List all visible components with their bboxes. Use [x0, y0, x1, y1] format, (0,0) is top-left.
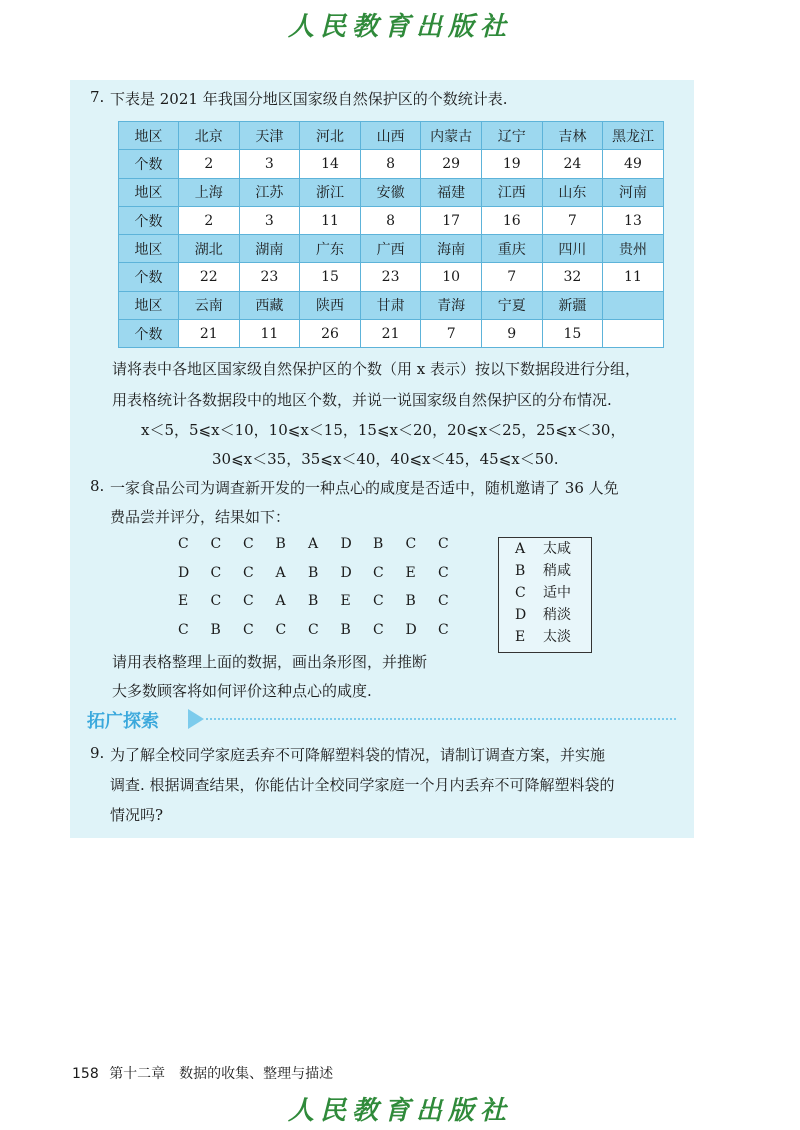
q9-line-3: 情况吗? [110, 806, 164, 824]
table-cell-region: 山西 [360, 122, 421, 150]
table-cell-count: 3 [239, 206, 300, 234]
table-cell-count: 9 [481, 320, 542, 348]
legend-key: A [515, 541, 526, 557]
q7-number: 7. [90, 88, 105, 106]
table-cell-region: 福建 [421, 178, 482, 206]
row-label-count: 个数 [119, 320, 179, 348]
q7-ranges-2: 30⩽x＜35，35⩽x＜40，40⩽x＜45，45⩽x＜50. [212, 450, 559, 468]
table-cell-count: 15 [542, 320, 603, 348]
rating-value: C [210, 536, 222, 552]
table-cell-count: 15 [300, 263, 361, 291]
table-cell-region: 云南 [179, 291, 240, 319]
table-cell-region: 陕西 [300, 291, 361, 319]
table-cell-region: 内蒙古 [421, 122, 482, 150]
table-row [119, 150, 664, 178]
table-cell-region: 浙江 [300, 178, 361, 206]
ratings-row [178, 562, 471, 591]
table-row [119, 320, 664, 348]
rating-value: C [243, 564, 254, 581]
table-cell-region: 辽宁 [481, 122, 542, 150]
table-cell-count: 11 [239, 320, 300, 348]
rating-value: C [210, 593, 222, 609]
q7-ranges-1: x＜5，5⩽x＜10，10⩽x＜15，15⩽x＜20，20⩽x＜25，25⩽x＜30， [141, 421, 626, 439]
ratings-row [178, 619, 471, 648]
rating-value: B [340, 621, 351, 638]
rating-value: D [178, 564, 190, 581]
table-cell-region: 贵州 [603, 235, 664, 263]
legend-item [499, 538, 591, 560]
section-divider [206, 718, 676, 720]
table-cell-region: 西藏 [239, 291, 300, 319]
table-cell-count [603, 320, 664, 348]
table-row [119, 178, 664, 206]
table-cell-count: 11 [603, 263, 664, 291]
rating-value: C [243, 593, 254, 609]
table-cell-region: 宁夏 [481, 291, 542, 319]
table-cell-region: 安徽 [360, 178, 421, 206]
q7-instruction-2: 用表格统计各数据段中的地区个数，并说一说国家级自然保护区的分布情况. [112, 391, 612, 409]
table-cell-region: 山东 [542, 178, 603, 206]
rating-value: D [405, 621, 417, 638]
table-cell-count: 32 [542, 263, 603, 291]
reserve-table [118, 121, 664, 348]
table-cell-count: 24 [542, 150, 603, 178]
table-cell-count: 3 [239, 150, 300, 178]
table-cell-region: 北京 [179, 122, 240, 150]
table-cell-count: 14 [300, 150, 361, 178]
rating-value: B [373, 536, 384, 552]
table-cell-region: 江西 [481, 178, 542, 206]
table-cell-count: 10 [421, 263, 482, 291]
table-cell-region: 海南 [421, 235, 482, 263]
table-cell-region: 湖北 [179, 235, 240, 263]
table-cell-region: 新疆 [542, 291, 603, 319]
rating-value: E [178, 593, 189, 609]
table-cell-count: 23 [360, 263, 421, 291]
legend-meaning: 稍咸 [543, 563, 571, 579]
table-cell-count: 11 [300, 206, 361, 234]
q9-line-1: 为了解全校同学家庭丢弃不可降解塑料袋的情况，请制订调查方案，并实施 [110, 746, 606, 764]
rating-value: A [308, 536, 319, 552]
table-cell-region: 广西 [360, 235, 421, 263]
table-cell-count: 29 [421, 150, 482, 178]
legend-key: D [515, 607, 527, 623]
rating-value: E [405, 564, 416, 581]
rating-value: B [210, 621, 221, 638]
table-cell-region: 四川 [542, 235, 603, 263]
table-cell-count: 8 [360, 150, 421, 178]
table-row [119, 122, 664, 150]
rating-value: C [373, 564, 384, 581]
table-cell-count: 7 [421, 320, 482, 348]
rating-value: A [275, 593, 286, 609]
rating-value: C [373, 593, 384, 609]
table-cell-region: 河南 [603, 178, 664, 206]
page-number: 158 [72, 1066, 99, 1082]
table-cell-region: 黑龙江 [603, 122, 664, 150]
table-cell-region: 上海 [179, 178, 240, 206]
q8-instruction-1: 请用表格整理上面的数据，画出条形图，并推断 [112, 653, 428, 671]
table-cell-count: 21 [179, 320, 240, 348]
rating-value: A [275, 564, 286, 581]
rating-value: C [438, 564, 449, 581]
legend-item [499, 560, 591, 582]
row-label-region: 地区 [119, 122, 179, 150]
rating-value: D [340, 536, 352, 552]
rating-value: B [405, 593, 416, 609]
q7-prompt: 下表是 2021 年我国分地区国家级自然保护区的个数统计表. [110, 90, 508, 108]
legend-meaning: 太淡 [543, 629, 571, 645]
table-cell-count: 7 [542, 206, 603, 234]
rating-value: E [340, 593, 351, 609]
table-cell-count: 16 [481, 206, 542, 234]
rating-value: B [275, 536, 286, 552]
table-row [119, 235, 664, 263]
ratings-row [178, 533, 471, 562]
rating-value: C [405, 536, 417, 552]
publisher-logo-bottom: 人民教育出版社 [287, 1096, 512, 1126]
ratings-row [178, 590, 471, 619]
legend-meaning: 稍淡 [543, 607, 571, 623]
row-label-count: 个数 [119, 263, 179, 291]
chapter-title: 第十二章 数据的收集、整理与描述 [109, 1066, 334, 1082]
table-cell-region: 湖南 [239, 235, 300, 263]
q8-instruction-2: 大多数顾客将如何评价这种点心的咸度. [112, 682, 372, 700]
table-cell-count: 22 [179, 263, 240, 291]
legend-key: E [515, 629, 526, 645]
row-label-region: 地区 [119, 178, 179, 206]
rating-value: B [308, 593, 319, 609]
q7-instruction-1: 请将表中各地区国家级自然保护区的个数（用 x 表示）按以下数据段进行分组， [112, 360, 640, 378]
table-cell-count: 13 [603, 206, 664, 234]
table-cell-region [603, 291, 664, 319]
table-cell-region: 天津 [239, 122, 300, 150]
row-label-count: 个数 [119, 150, 179, 178]
table-cell-count: 8 [360, 206, 421, 234]
rating-legend [498, 537, 592, 653]
rating-value: C [308, 621, 319, 638]
page-footer [72, 1063, 333, 1083]
table-cell-count: 49 [603, 150, 664, 178]
row-label-region: 地区 [119, 235, 179, 263]
rating-value: D [340, 564, 352, 581]
legend-item [499, 626, 591, 648]
rating-value: C [243, 621, 254, 638]
legend-key: B [515, 563, 526, 579]
legend-key: C [515, 585, 526, 601]
row-label-region: 地区 [119, 291, 179, 319]
table-cell-count: 23 [239, 263, 300, 291]
table-cell-region: 吉林 [542, 122, 603, 150]
rating-value: C [178, 621, 189, 638]
ratings-grid [178, 533, 471, 647]
q9-number: 9. [90, 744, 105, 762]
table-cell-count: 26 [300, 320, 361, 348]
table-cell-region: 江苏 [239, 178, 300, 206]
legend-item [499, 604, 591, 626]
rating-value: C [438, 621, 449, 638]
publisher-logo-top: 人民教育出版社 [287, 12, 512, 42]
table-row [119, 291, 664, 319]
rating-value: C [243, 536, 254, 552]
legend-meaning: 太咸 [543, 541, 571, 557]
legend-meaning: 适中 [543, 585, 571, 601]
table-cell-region: 青海 [421, 291, 482, 319]
rating-value: C [178, 536, 189, 552]
table-cell-count: 21 [360, 320, 421, 348]
section-title: 拓广探索 [87, 711, 159, 732]
table-row [119, 206, 664, 234]
q9-line-2: 调查. 根据调查结果，你能估计全校同学家庭一个月内丢弃不可降解塑料袋的 [110, 776, 615, 794]
q8-prompt-2: 费品尝并评分，结果如下： [110, 508, 291, 526]
table-cell-count: 7 [481, 263, 542, 291]
rating-value: C [373, 621, 384, 638]
q8-prompt-1: 一家食品公司为调查新开发的一种点心的咸度是否适中，随机邀请了 36 人免 [110, 479, 619, 497]
section-arrow-icon [188, 709, 204, 729]
table-cell-region: 广东 [300, 235, 361, 263]
table-cell-count: 2 [179, 206, 240, 234]
table-cell-region: 河北 [300, 122, 361, 150]
rating-value: B [308, 564, 319, 581]
row-label-count: 个数 [119, 206, 179, 234]
table-cell-count: 17 [421, 206, 482, 234]
rating-value: C [438, 593, 449, 609]
rating-value: C [438, 536, 449, 552]
table-row [119, 263, 664, 291]
table-cell-count: 2 [179, 150, 240, 178]
legend-item [499, 582, 591, 604]
table-cell-region: 甘肃 [360, 291, 421, 319]
q8-number: 8. [90, 477, 105, 495]
table-cell-region: 重庆 [481, 235, 542, 263]
rating-value: C [275, 621, 287, 638]
table-cell-count: 19 [481, 150, 542, 178]
rating-value: C [210, 564, 222, 581]
